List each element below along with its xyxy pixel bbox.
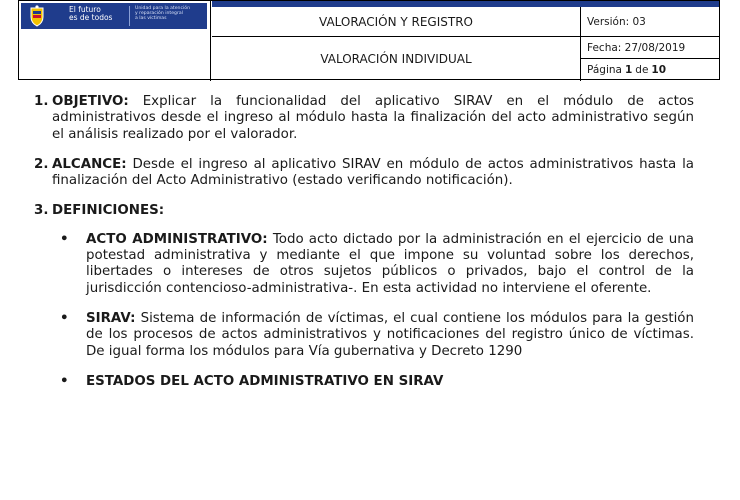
list-item (60, 374, 694, 390)
section-title: DEFINICIONES: (52, 203, 165, 219)
section-content: Desde el ingreso al aplicativo SIRAV en módulo de actos administrativos hasta la finalización del Acto Administrativo (estado verificando notificación). (52, 156, 694, 189)
page-prefix: Página (587, 64, 622, 76)
section-text (52, 94, 694, 143)
definition-term: SIRAV: (86, 310, 136, 326)
list-item (60, 232, 694, 297)
procedure-name: VALORACIÓN INDIVIDUAL (320, 52, 472, 66)
section-content: Explicar la funcionalidad del aplicativo SIRAV en el módulo de actos administrativos desde el ingreso al módulo hasta la finalización del acto administrativo según el análisis realizado por el valorador. (52, 94, 694, 142)
brand-slogan: El futuro es de todos (69, 5, 113, 22)
header-title-cell (212, 7, 581, 81)
page-total: 10 (651, 64, 667, 76)
definition-content: Sistema de información de víctimas, el cual contiene los módulos para la gestión de los procesos de actos administrativos y notificaciones del registro único de víctimas. De igual forma los módulos para Vía gubernativa y Decreto 1290 (86, 310, 694, 359)
page-current: 1 (624, 64, 633, 76)
definition-term: ACTO ADMINISTRATIVO: (86, 231, 268, 247)
page-counter (581, 59, 719, 81)
document-body (34, 94, 694, 404)
definition-term: ESTADOS DEL ACTO ADMINISTRATIVO EN SIRAV (86, 373, 444, 389)
section-objective (34, 94, 694, 143)
institution-logo (21, 3, 207, 29)
section-number: 1. (34, 94, 49, 109)
section-definitions (34, 203, 694, 219)
section-title: OBJETIVO: (52, 94, 129, 109)
coat-of-arms-icon (28, 5, 46, 27)
section-text (52, 157, 694, 190)
header-meta-cell (581, 7, 719, 81)
version-label: Versión: 03 (581, 7, 719, 37)
definition-content: Todo acto dictado por la administración en el ejercicio de una potestad administrativa y mediante el que impone su voluntad sobre los derechos, libertades o intereses de otros sujetos públicos o privados, bajo el control de la jurisdicción contencioso-administrativa-. En esta actividad no interviene el oferente. (86, 231, 694, 296)
section-number: 2. (34, 156, 49, 172)
section-number: 3. (34, 203, 49, 219)
definitions-list (60, 232, 694, 390)
page-sep: de (635, 64, 649, 76)
logo-divider (129, 6, 130, 26)
definition-text (86, 311, 694, 360)
bullet-icon: • (60, 310, 69, 326)
definition-text (86, 232, 694, 297)
bullet-icon: • (60, 231, 69, 247)
section-text (52, 203, 694, 219)
list-item (60, 311, 694, 360)
bullet-icon: • (60, 373, 69, 389)
section-scope (34, 157, 694, 190)
document-header (18, 0, 720, 80)
date-label: Fecha: 27/08/2019 (581, 37, 719, 59)
process-name: VALORACIÓN Y REGISTRO (212, 7, 580, 37)
logo-cell (19, 1, 211, 81)
unit-name: Unidad para la atención y reparación integral a las víctimas (135, 6, 190, 22)
section-title: ALCANCE: (52, 156, 127, 172)
definition-text (86, 374, 694, 390)
